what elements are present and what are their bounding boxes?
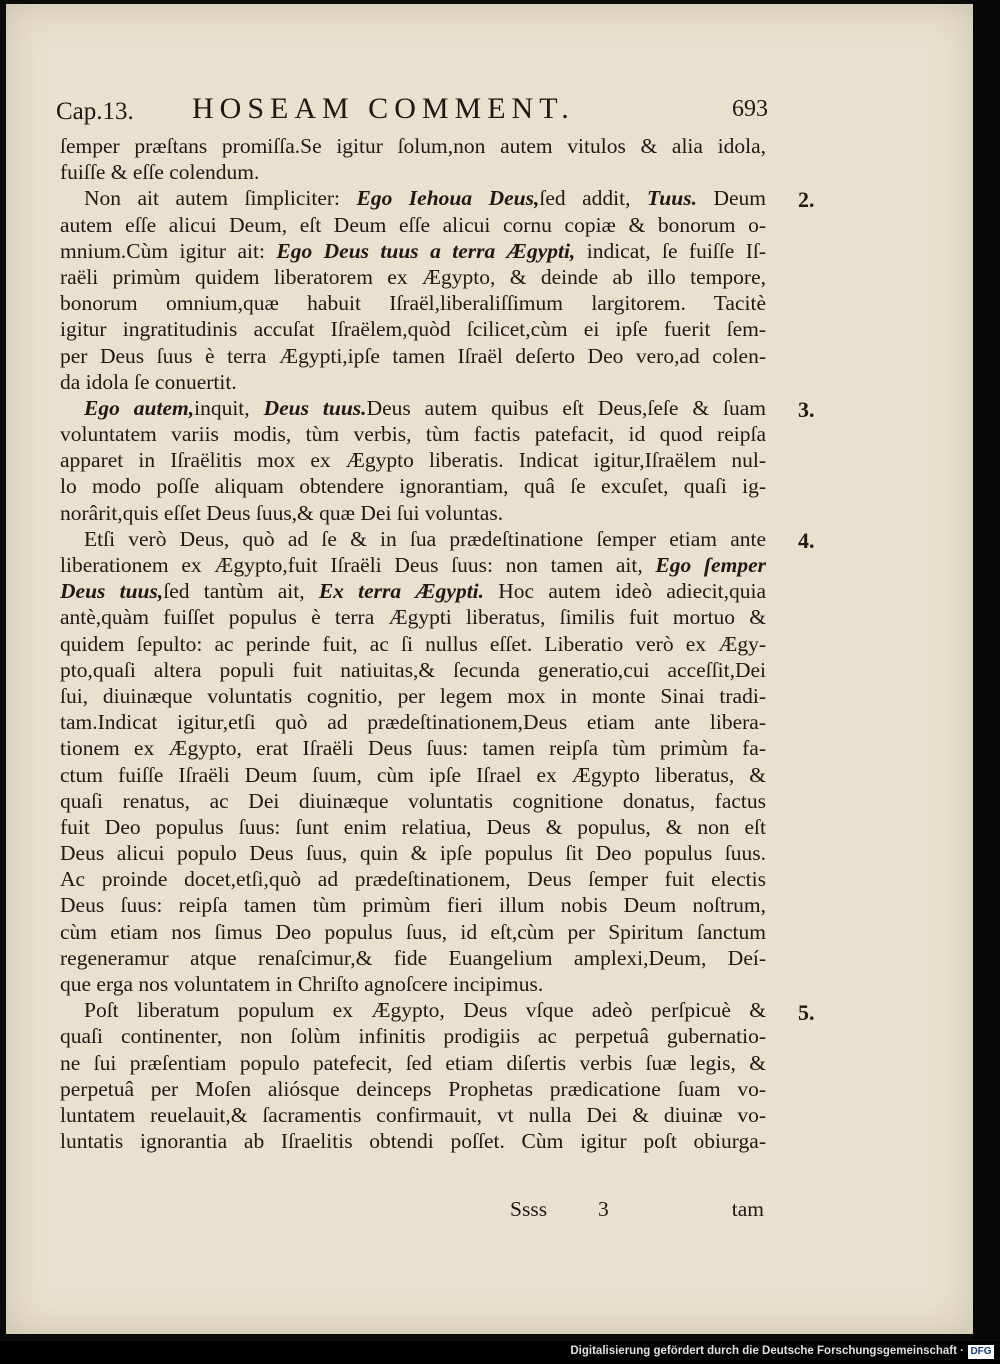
- dfg-logo-icon: DFG: [968, 1345, 994, 1359]
- text-line: ſui, diuinæque voluntatis cognitio, per legem mox in monte Sinai tradi-: [60, 683, 766, 708]
- text-line: raëli primùm quidem liberatorem ex Ægypto, & deinde ab illo tempore,: [60, 264, 766, 289]
- text-run: Non ait autem ſimpliciter:: [84, 186, 357, 211]
- text-line: que erga nos voluntatem in Chriſto agnoſcere incipimus.: [60, 972, 544, 996]
- text-line: bonorum omnium,quæ habuit Iſraël,liberaliſſimum largitorem. Tacitè: [60, 291, 766, 316]
- text-line: ſemper præſtans promiſſa.Se igitur ſolum,non autem vitulos & alia idola,: [60, 134, 766, 158]
- text-line: quaſi continenter, non ſolùm infinitis prodigiis ac perpetuâ gubernatio-: [60, 1024, 766, 1049]
- text-line: Ac proinde docet,etſi,quò ad prædeſtinationem, Deus ſemper fuit electis: [60, 867, 766, 892]
- text-line: quaſi renatus, ac Dei diuinæque voluntatis cognitione donatus, factus: [60, 788, 766, 813]
- text-line: ctum fuiſſe Iſraëli Deum ſuum, cùm ipſe Iſrael ex Ægypto liberatus, &: [60, 762, 766, 787]
- catchword: tam: [731, 1197, 764, 1221]
- text-line: Poſt liberatum populum ex Ægypto, Deus vſque adeò perſpicuè &: [84, 998, 766, 1023]
- body-text: [60, 133, 766, 1154]
- text-line: tionem ex Ægypto, erat Iſraëli Deus ſuus: tamen reipſa tùm primùm fa-: [60, 736, 766, 761]
- signature-mark: Ssss: [510, 1197, 548, 1221]
- text-line: quidem ſepulto: ac perinde fuit, ac ſi nullus eſſet. Liberatio verò ex Ægy-: [60, 631, 766, 656]
- text-run: Deum: [696, 186, 766, 211]
- text-line: luntatem reuelauit,& ſacramentis confirmauit, vt nulla Dei & diuinæ vo-: [60, 1102, 766, 1127]
- signature-line: [510, 1197, 766, 1223]
- text-run: indicat, ſe fuiſſe Iſ-: [575, 238, 766, 263]
- text-run: Deus autem quibus eſt Deus,ſeſe & ſuam: [366, 395, 766, 420]
- margin-note: 5.: [798, 999, 815, 1025]
- text-line: ne ſui præſentiam populo patefecit, ſed etiam diſertis verbis ſuæ legis, &: [60, 1050, 766, 1075]
- text-line: per Deus ſuus è terra Ægypti,ipſe tamen Iſraël deſerto Deo vero,ad colen-: [60, 343, 766, 368]
- text-line: Deus alicui populo Deus ſuus, quin & ipſe populus ſit Deo populus ſuus.: [60, 841, 766, 866]
- italic-phrase: Deus tuus.: [263, 395, 367, 420]
- digitization-footer: [0, 1341, 1000, 1364]
- italic-phrase: Ego Iehoua Deus,: [356, 186, 540, 211]
- margin-note: 2.: [798, 187, 815, 213]
- page-edge-shadow: [973, 0, 1000, 1340]
- italic-phrase: Deus tuus,: [60, 579, 164, 604]
- text-line: cùm etiam nos ſimus Deo populus ſuus, id eſt,cùm per Spiritum ſanctum: [60, 919, 766, 944]
- text-run: Hoc autem ideò adiecit,quia: [484, 579, 766, 604]
- text-line: [60, 395, 766, 421]
- text-line: fuit Deo populus ſuus: ſunt enim relatiua, Deus & populus, & non eſt: [60, 814, 766, 839]
- text-line: da idola ſe conuertit.: [60, 369, 237, 394]
- text-line: apparet in Iſraëlitis mox ex Ægypto liberatis. Indicat igitur,Iſraëlem nul-: [60, 448, 766, 473]
- text-run: inquit,: [194, 395, 264, 420]
- text-line: norârit,quis eſſet Deus ſuus,& quæ Dei ſui voluntas.: [60, 500, 504, 525]
- text-line: lo modo poſſe aliquam obtendere ignorantiam, quâ ſe excuſet, quaſi ig-: [60, 474, 766, 499]
- text-line: [60, 578, 766, 604]
- italic-phrase: Ego autem,: [84, 395, 195, 420]
- page-number: 693: [732, 96, 768, 122]
- text-line: Etſi verò Deus, quò ad ſe & in ſua prædeſtinatione ſemper etiam ante: [84, 526, 766, 551]
- text-line: [60, 552, 766, 578]
- running-title: HOSEAM COMMENT.: [192, 92, 575, 125]
- italic-phrase: Ego Deus tuus a terra Ægypti,: [276, 238, 576, 263]
- text-line: fuiſſe & eſſe colendum.: [60, 160, 260, 185]
- text-line: voluntatem variis modis, tùm verbis, tùm factis patefacit, id quod reipſa: [60, 422, 766, 447]
- text-line: igitur ingratitudinis accuſat Iſraëlem,quòd ſcilicet,cùm ei ipſe fuerit ſem-: [60, 317, 766, 342]
- text-run: liberationem ex Ægypto,fuit Iſraëli Deus ſuus: non tamen ait,: [60, 553, 656, 577]
- running-header: [56, 92, 768, 132]
- chapter-label: Cap.13.: [56, 98, 134, 125]
- text-line: perpetuâ per Moſen aliósque deinceps Prophetas prædicatione ſuam vo-: [60, 1076, 766, 1101]
- text-line: Deus ſuus: reipſa tamen tùm primùm fieri illum nobis Deum noſtrum,: [60, 893, 766, 918]
- text-line: autem eſſe alicui Deum, eſt Deum eſſe alicui cornu copiæ & bonorum o-: [60, 212, 766, 237]
- text-line: luntatis ignorantia ab Iſraelitis obtendi poſſet. Cùm igitur poſt obiurga-: [60, 1129, 766, 1154]
- text-run: mnium.Cùm igitur ait:: [60, 238, 277, 263]
- text-line: pto,quaſi altera populi fuit natiuitas,& ſecunda generatio,cui acceſſit,Dei: [60, 657, 766, 682]
- margin-note: 4.: [798, 528, 815, 553]
- text-line: [60, 185, 766, 211]
- text-line: antè,quàm fuiſſet populus è terra Ægypti liberatus, ſimilis fuit mortuo &: [60, 605, 766, 630]
- text-line: [60, 238, 766, 264]
- text-run: ſed addit,: [539, 186, 647, 211]
- footer-credit: Digitalisierung gefördert durch die Deutsche Forschungsgemeinschaft ·: [570, 1345, 964, 1357]
- margin-note: 3.: [798, 397, 815, 422]
- italic-phrase: Ex terra Ægypti.: [318, 579, 485, 604]
- italic-phrase: Tuus.: [646, 186, 697, 211]
- text-line: regeneramur atque renaſcimur,& fide Euangelium amplexi,Deum, Deí-: [60, 945, 766, 970]
- text-run: ſed tantùm ait,: [163, 579, 319, 604]
- signature-number: 3: [598, 1197, 609, 1221]
- text-line: tam.Indicat igitur,etſi quò ad prædeſtinationem,Deus etiam ante libera-: [60, 710, 766, 735]
- italic-phrase: Ego ſemper: [655, 553, 766, 577]
